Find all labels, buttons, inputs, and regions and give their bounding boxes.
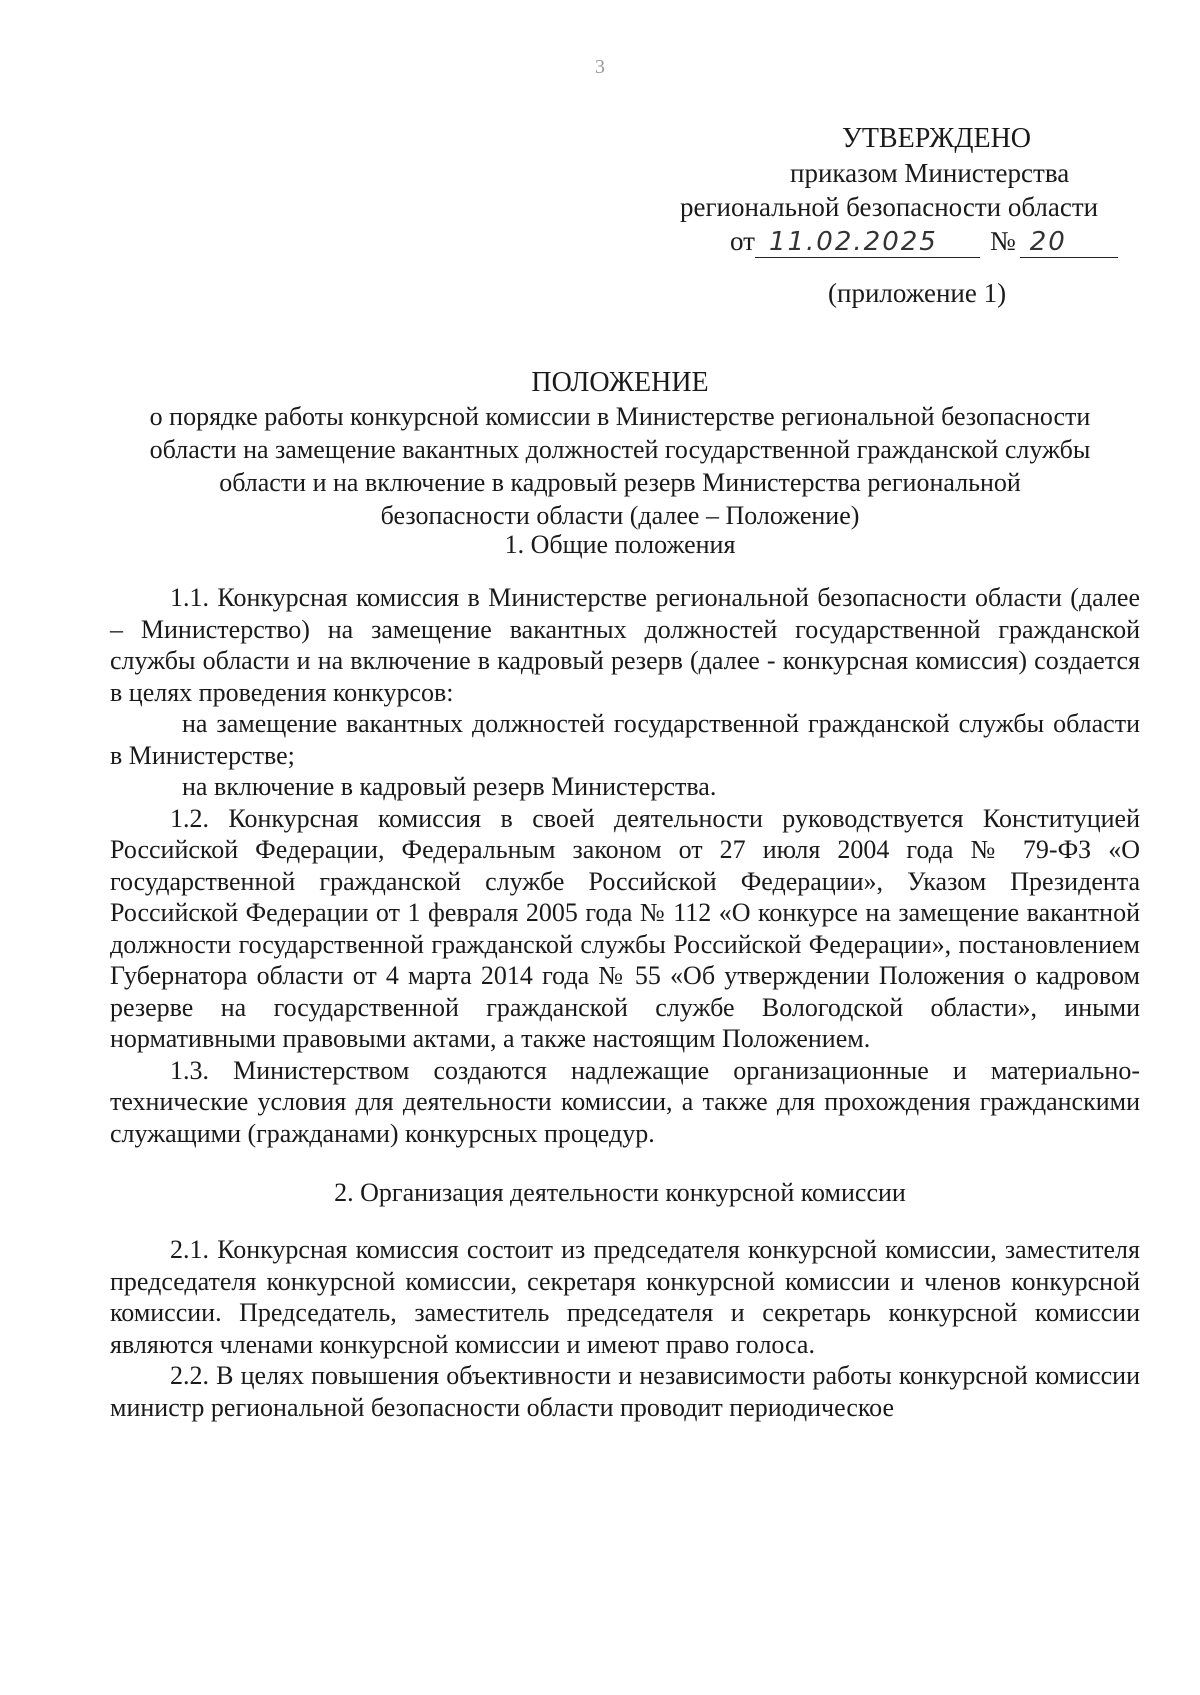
paragraph-1-1: 1.1. Конкурсная комиссия в Министерстве региональной безопасности области (далее – Министерство) на замещение вакантных должностей государственной гражданской службы области и на включение в кадровый резерв (далее - конкурсная комиссия) создается в целях проведения конкурсов: (110, 583, 1140, 707)
handwritten-date: 11.02.2025 (755, 227, 980, 258)
paragraph-2-2: 2.2. В целях повышения объективности и независимости работы конкурсной комиссии министр региональной безопасности области проводит периодическое (110, 1361, 1140, 1422)
approval-stamp (660, 122, 1140, 310)
approval-line-order: приказом Министерства (790, 158, 1070, 188)
paragraph-1-2: 1.2. Конкурсная комиссия в своей деятельности руководствуется Конституцией Российской Федерации, Федеральным законом от 27 июля 2004 года № 79-ФЗ «О государственной гражданской службе Российской Федерации», Указом Президента Российской Федерации от 1 февраля 2005 года № 112 «О конкурсе на замещение вакантной должности государственной гражданской службы Российской Федерации», постановлением Губернатора области от 4 марта 2014 года № 55 «Об утверждении Положения о кадровом резерве на государственной гражданской службе Вологодской области», иными нормативными правовыми актами, а также настоящим Положением. (110, 803, 1140, 1053)
appendix-label: (приложение 1) (828, 278, 1007, 308)
subtitle-line: области на замещение вакантных должностей государственной гражданской службы (149, 435, 1091, 464)
subtitle-line: безопасности области (далее – Положение) (380, 501, 860, 530)
paragraph-1-1-item: на включение в кадровый резерв Министерства. (182, 772, 717, 801)
date-prefix: от (730, 226, 755, 256)
document-subtitle (100, 400, 1140, 532)
section-2-title: 2. Организация деятельности конкурсной комиссии (334, 1178, 906, 1207)
approval-title: УТВЕРЖДЕНО (842, 123, 1032, 154)
number-sign: № (989, 226, 1016, 256)
paragraph-2-1: 2.1. Конкурсная комиссия состоит из председателя конкурсной комиссии, заместителя председателя конкурсной комиссии, секретаря конкурсной комиссии и членов конкурсной комиссии. Председатель, заместитель председателя и секретарь конкурсной комиссии являются членами конкурсной комиссии и имеют право голоса. (110, 1235, 1140, 1359)
subtitle-line: о порядке работы конкурсной комиссии в Министерстве региональной безопасности (149, 402, 1091, 431)
subtitle-line: области и на включение в кадровый резерв Министерства региональной (219, 468, 1021, 497)
section-2-body (110, 1234, 1140, 1423)
handwritten-number: 20 (1020, 227, 1118, 258)
approval-line-ministry: региональной безопасности области (680, 192, 1099, 222)
section-1-body (110, 582, 1140, 1149)
page-number: 3 (595, 56, 605, 78)
paragraph-1-1-item: на замещение вакантных должностей государственной гражданской службы области в Министерстве; (110, 709, 1140, 770)
paragraph-1-3: 1.3. Министерством создаются надлежащие организационные и материально-технические условия для деятельности комиссии, а также для прохождения гражданскими служащими (гражданами) конкурсных процедур. (110, 1055, 1140, 1148)
document-title: ПОЛОЖЕНИЕ (531, 367, 709, 398)
approval-date-number-line (660, 224, 1140, 258)
section-1-title: 1. Общие положения (504, 530, 736, 559)
